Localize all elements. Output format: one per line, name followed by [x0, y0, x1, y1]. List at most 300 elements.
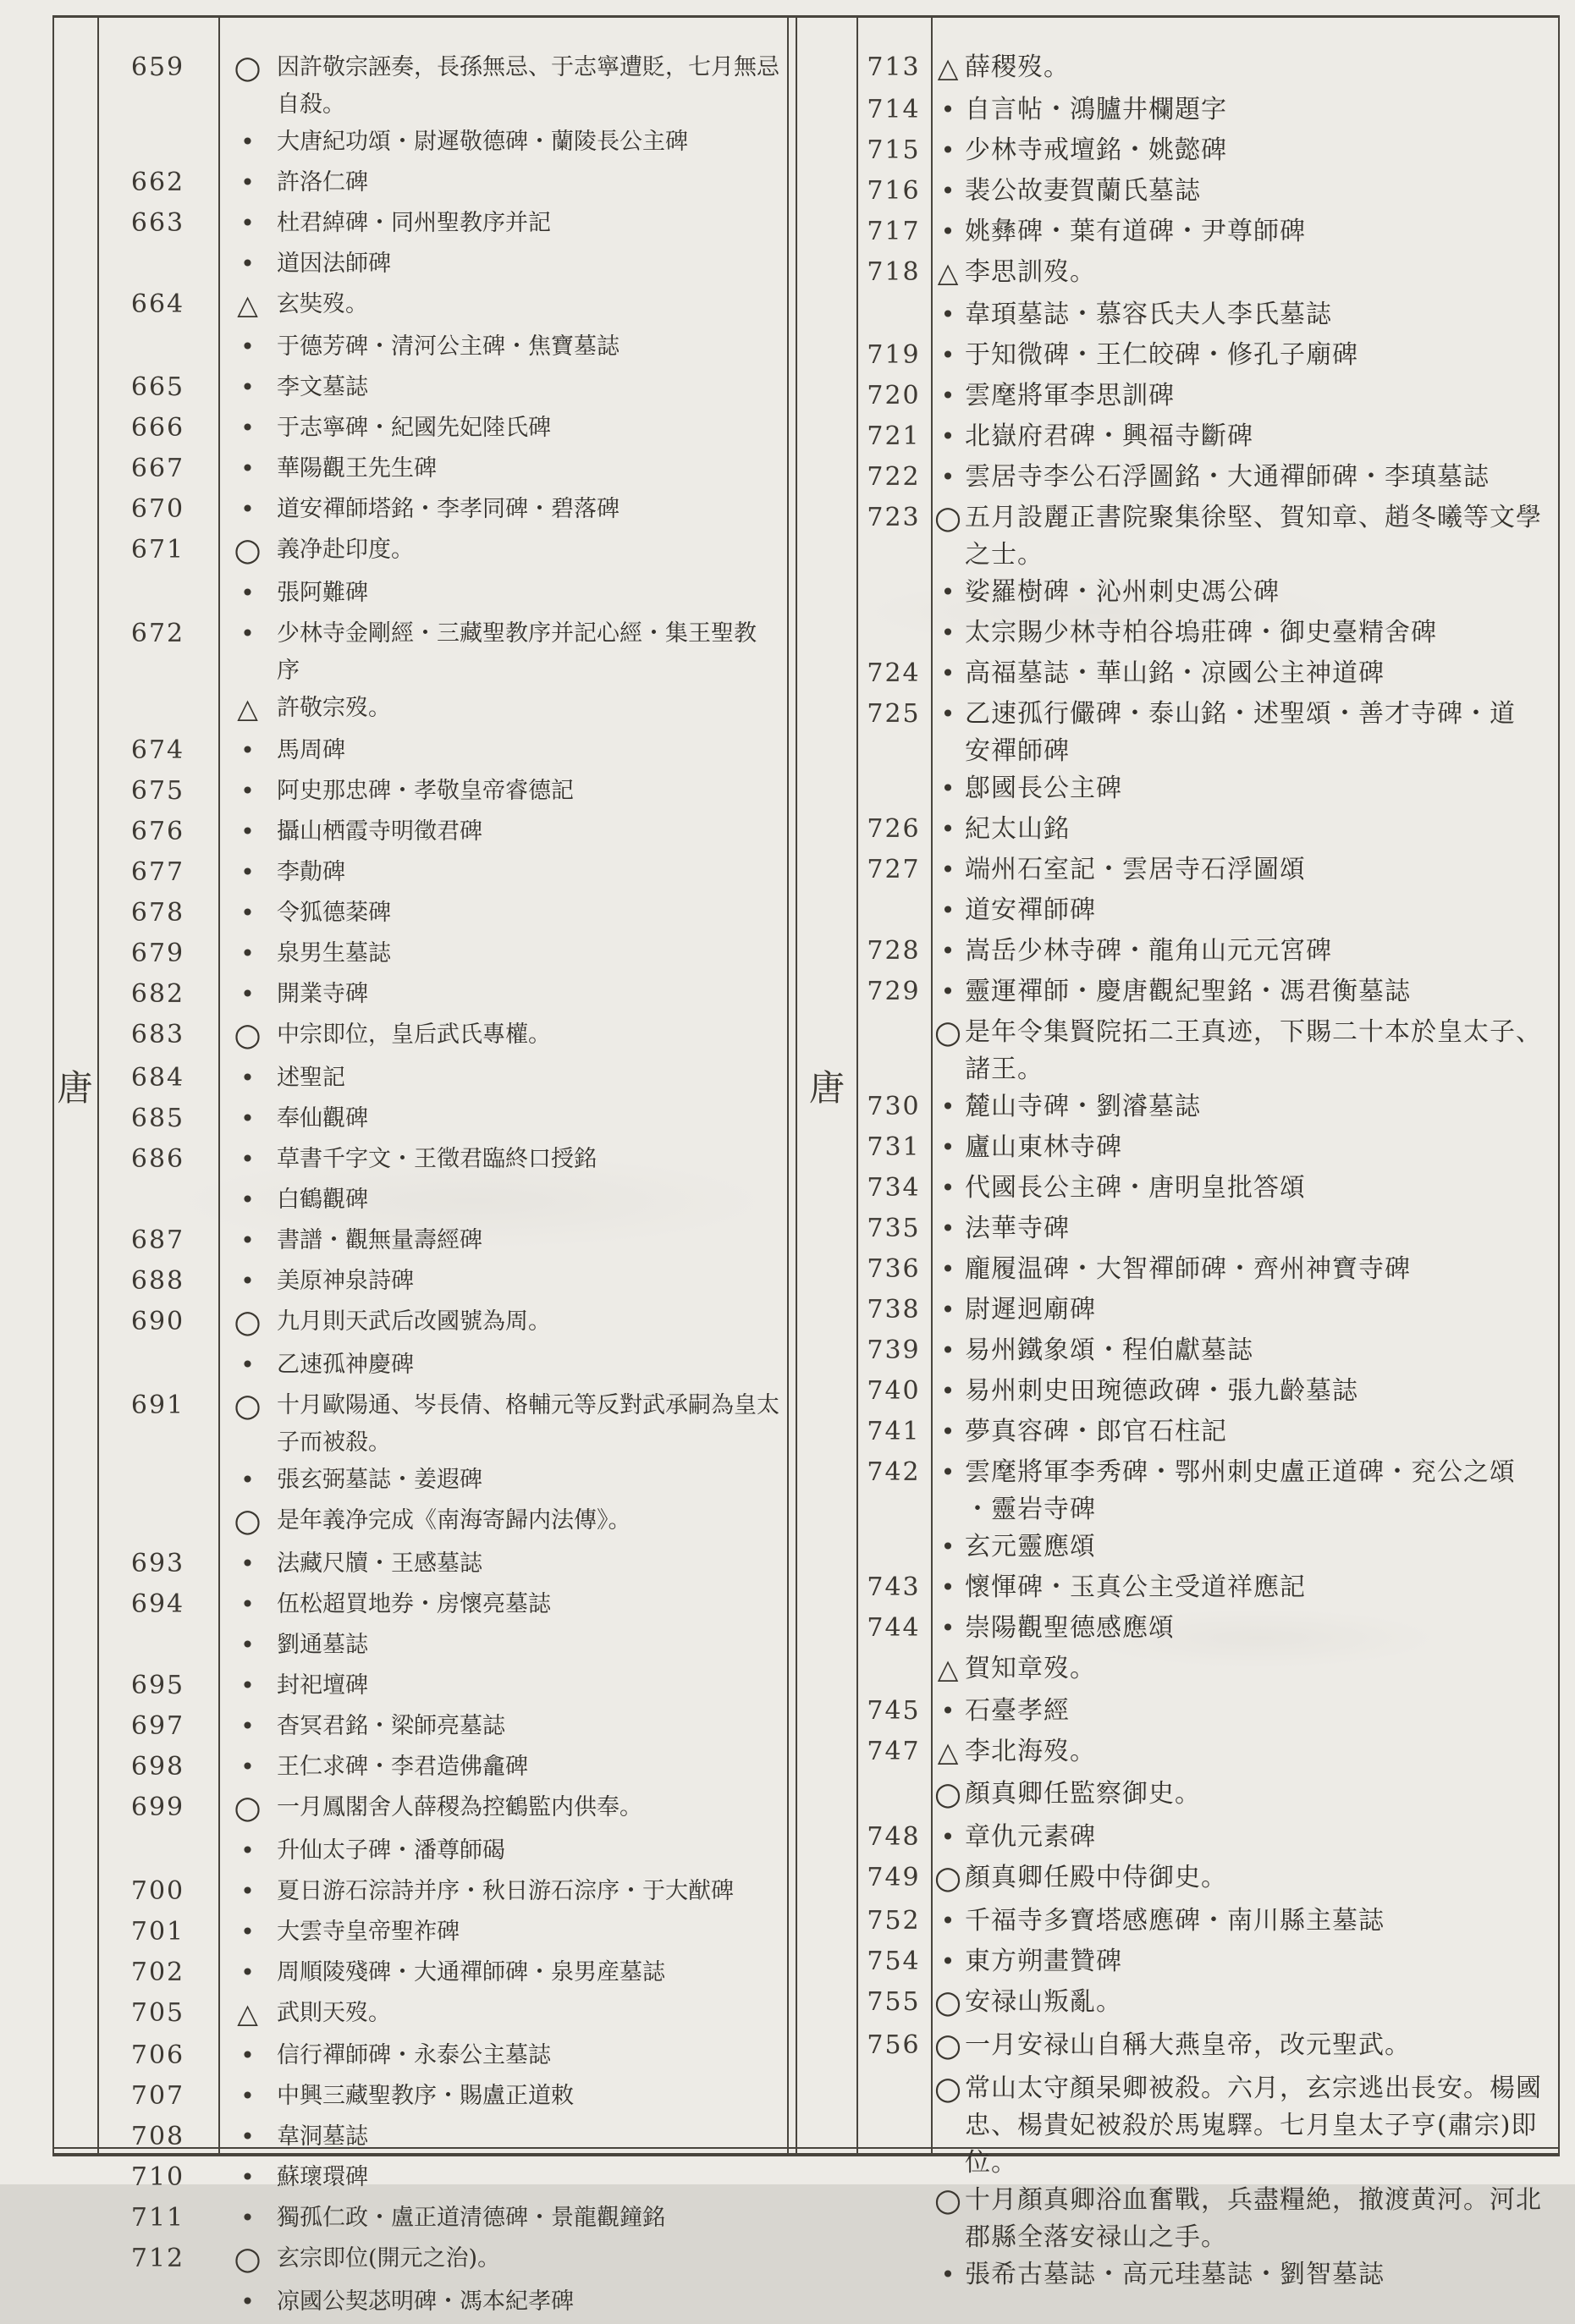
timeline-entry — [797, 132, 1560, 173]
entry-text-line: 劉通墓誌 — [277, 1632, 368, 1658]
entry-text-line: 忠、楊貴妃被殺於馬嵬驛。七月皇太子亨(肅宗)即 — [965, 2111, 1538, 2140]
work-marker-icon: • — [940, 218, 955, 245]
work-marker-icon: • — [940, 1214, 955, 1242]
work-marker-icon: • — [940, 1093, 955, 1121]
year-label: 720 — [867, 381, 921, 410]
work-marker-icon: • — [240, 1466, 255, 1494]
entry-text — [277, 205, 787, 242]
timeline-entry — [797, 1373, 1560, 1413]
work-marker-icon: • — [240, 939, 255, 967]
entry-text — [277, 1303, 787, 1341]
entry-text — [277, 1016, 787, 1054]
entry-text — [277, 245, 787, 283]
year-label: 686 — [130, 1144, 185, 1174]
entry-text-line: 端州石室記・雲居寺石浮圖頌 — [965, 855, 1306, 884]
chronology-table — [52, 15, 1560, 2316]
timeline-entry — [52, 2200, 787, 2240]
entry-text-line: 升仙太子碑・潘尊師碣 — [277, 1837, 505, 1864]
entry-text-line: 姚彝碑・葉有道碑・尹尊師碑 — [965, 217, 1306, 246]
entry-text — [277, 854, 787, 891]
event-marker-icon: ○ — [933, 1014, 962, 1050]
work-marker-icon: • — [240, 2082, 255, 2110]
entry-text-line: 封祀壇碑 — [277, 1672, 368, 1699]
death-marker-icon: △ — [937, 52, 959, 84]
work-marker-icon: • — [240, 1351, 255, 1379]
timeline-entry — [797, 1903, 1560, 1943]
timeline-entry — [52, 1954, 787, 1995]
entry-text-line: 裴公故妻賀蘭氏墓誌 — [965, 176, 1201, 206]
timeline-entry — [52, 615, 787, 690]
timeline-entry — [797, 1454, 1560, 1528]
entry-text-line: 安禄山叛亂。 — [965, 1987, 1122, 2017]
work-marker-icon: • — [940, 700, 955, 728]
entry-text — [277, 1100, 787, 1137]
entry-text — [965, 811, 1560, 848]
year-label: 748 — [867, 1822, 921, 1852]
work-marker-icon: • — [940, 896, 955, 924]
entry-text-line: 十月顏真卿浴血奮戰，兵盡糧絶，撤渡黄河。河北 — [965, 2185, 1542, 2215]
entry-text-line: 華陽觀王先生碑 — [277, 455, 437, 482]
year-label: 670 — [130, 494, 185, 524]
year-label: 699 — [130, 1793, 185, 1822]
event-marker-icon: ○ — [933, 2070, 962, 2106]
entry-text — [965, 1332, 1560, 1369]
entry-text-line: 懷惲碑・玉真公主受道祥應記 — [965, 1572, 1306, 1602]
work-marker-icon: • — [240, 1631, 255, 1659]
work-marker-icon: • — [940, 937, 955, 965]
entry-text-line: 嵩岳少林寺碑・龍角山元元宮碑 — [965, 936, 1332, 966]
entry-text-line: 千福寺多寶塔感應碑・南川縣主墓誌 — [965, 1906, 1385, 1936]
entry-text-line: 是年義净完成《南海寄歸内法傳》。 — [277, 1507, 631, 1534]
year-label: 742 — [867, 1457, 921, 1487]
year-label: 690 — [130, 1307, 185, 1336]
entry-text — [965, 1170, 1560, 1207]
entry-text — [277, 1832, 787, 1870]
entry-text — [277, 1545, 787, 1583]
entry-text-line: 自言帖・鴻臚井欄題字 — [965, 95, 1227, 124]
entry-text — [965, 1819, 1560, 1856]
year-label: 718 — [867, 257, 921, 287]
event-marker-icon: ○ — [933, 1859, 962, 1896]
entry-text-line: 鄎國長公主碑 — [965, 774, 1122, 803]
work-marker-icon: • — [940, 815, 955, 843]
timeline-entry — [797, 49, 1560, 91]
work-marker-icon: • — [240, 1145, 255, 1173]
timeline-entry — [52, 895, 787, 935]
timeline-entry — [52, 1222, 787, 1263]
entry-text-line: 顏真卿任監察御史。 — [965, 1779, 1201, 1809]
timeline-entry — [797, 2182, 1560, 2256]
entry-text — [965, 337, 1560, 374]
entry-text-line: 乙速孤神慶碑 — [277, 1352, 414, 1378]
work-marker-icon: • — [940, 463, 955, 491]
entry-text — [965, 1251, 1560, 1288]
work-marker-icon: • — [940, 1458, 955, 1486]
timeline-entry — [797, 1819, 1560, 1859]
timeline-entry — [797, 1569, 1560, 1610]
entry-text — [277, 690, 787, 727]
work-marker-icon: • — [240, 1226, 255, 1254]
timeline-entry — [52, 531, 787, 575]
entry-text-line: 一月鳳閣舍人薛稷為控鶴監内供奉。 — [277, 1794, 642, 1820]
year-label: 685 — [130, 1104, 185, 1133]
year-label: 693 — [130, 1549, 185, 1578]
entry-text-line: 北嶽府君碑・興福寺斷碑 — [965, 421, 1253, 451]
work-marker-icon: • — [240, 2288, 255, 2316]
timeline-column-left — [52, 15, 787, 2316]
work-marker-icon: • — [240, 1267, 255, 1295]
timeline-entry — [52, 690, 787, 732]
entry-text-line: 薛稷歿。 — [965, 52, 1070, 82]
timeline-entry — [52, 1141, 787, 1181]
entry-text — [277, 935, 787, 972]
timeline-entry — [797, 892, 1560, 933]
work-marker-icon: • — [240, 1064, 255, 1092]
entry-text-line: 紀太山銘 — [965, 814, 1070, 844]
entry-text — [965, 1610, 1560, 1647]
entry-text — [277, 1263, 787, 1300]
year-label: 666 — [130, 413, 185, 443]
entry-text — [965, 1014, 1560, 1088]
entry-text-line: 韋洞墓誌 — [277, 2123, 368, 2150]
year-label: 675 — [130, 776, 185, 806]
year-label: 705 — [130, 1998, 185, 2028]
entry-text-line: 雲麾將軍李秀碑・鄂州刺史盧正道碑・兖公之頌 — [965, 1457, 1516, 1487]
year-label: 744 — [867, 1613, 921, 1643]
entry-text-line: 馬周碑 — [277, 737, 345, 763]
timeline-entry — [52, 491, 787, 531]
timeline-entry — [797, 1170, 1560, 1210]
work-marker-icon: • — [240, 414, 255, 442]
entry-text-line: 美原神泉詩碑 — [277, 1268, 414, 1294]
year-label: 707 — [130, 2081, 185, 2111]
timeline-entry — [797, 1693, 1560, 1733]
work-marker-icon: • — [940, 1697, 955, 1725]
year-label: 725 — [867, 699, 921, 729]
entry-text — [965, 1129, 1560, 1166]
work-marker-icon: • — [240, 736, 255, 764]
event-marker-icon: ○ — [933, 499, 962, 536]
work-marker-icon: • — [240, 333, 255, 361]
timeline-column-right — [797, 15, 1560, 2289]
entry-text — [965, 1210, 1560, 1247]
work-marker-icon: • — [940, 856, 955, 884]
entry-text-line: 龐履温碑・大智禪師碑・齊州神寶寺碑 — [965, 1254, 1411, 1284]
work-marker-icon: • — [940, 1533, 955, 1561]
entry-text — [965, 2256, 1560, 2294]
year-label: 683 — [130, 1020, 185, 1049]
entry-text — [965, 614, 1560, 652]
entry-text-line: 自殺。 — [277, 91, 345, 118]
year-label: 743 — [867, 1572, 921, 1602]
entry-text — [965, 1291, 1560, 1329]
work-marker-icon: • — [240, 1877, 255, 1905]
death-marker-icon: △ — [937, 1653, 959, 1685]
timeline-entry — [52, 1708, 787, 1749]
entry-text — [965, 1088, 1560, 1126]
work-marker-icon: • — [240, 1918, 255, 1946]
timeline-entry — [52, 935, 787, 976]
year-label: 695 — [130, 1671, 185, 1700]
year-label: 674 — [130, 735, 185, 765]
work-marker-icon: • — [940, 1907, 955, 1935]
entry-text-line: 述聖記 — [277, 1065, 345, 1091]
work-marker-icon: • — [240, 1104, 255, 1132]
entry-text — [965, 1373, 1560, 1410]
entry-text-line: 玄元靈應頌 — [965, 1532, 1096, 1561]
timeline-entry — [797, 459, 1560, 499]
event-marker-icon: ○ — [933, 1984, 962, 2020]
entry-text-line: 奉仙觀碑 — [277, 1105, 368, 1132]
year-label: 736 — [867, 1254, 921, 1284]
entry-text — [277, 410, 787, 447]
entry-text-line: 五月設麗正書院聚集徐堅、賀知章、趙冬曦等文學 — [965, 503, 1542, 532]
entry-text — [277, 732, 787, 769]
entry-text — [277, 1141, 787, 1178]
entry-text — [277, 1995, 787, 2032]
entry-text — [965, 1984, 1560, 2021]
entry-text-line: 易州鐵象頌・程伯獻墓誌 — [965, 1335, 1253, 1365]
year-label: 735 — [867, 1214, 921, 1243]
timeline-entry — [52, 245, 787, 286]
work-marker-icon: • — [240, 1837, 255, 1864]
year-label: 712 — [130, 2244, 185, 2273]
work-marker-icon: • — [240, 2123, 255, 2151]
entry-text — [965, 1650, 1560, 1688]
entry-text — [277, 164, 787, 201]
year-label: 754 — [867, 1947, 921, 1976]
work-marker-icon: • — [940, 1133, 955, 1161]
year-label: 662 — [130, 168, 185, 197]
timeline-entry — [797, 418, 1560, 459]
year-label: 701 — [130, 1917, 185, 1947]
work-marker-icon: • — [940, 659, 955, 687]
entry-text-line: 道安禪師塔銘・李孝同碑・碧落碑 — [277, 496, 620, 522]
entry-text-line: 中興三藏聖教序・賜盧正道敕 — [277, 2083, 574, 2109]
year-label: 755 — [867, 1987, 921, 2017]
entry-text — [965, 254, 1560, 291]
entry-text — [277, 328, 787, 366]
death-marker-icon: △ — [237, 692, 258, 724]
work-marker-icon: • — [240, 373, 255, 401]
timeline-entry — [52, 773, 787, 813]
entry-text — [277, 976, 787, 1013]
work-marker-icon: • — [240, 1671, 255, 1699]
timeline-entry — [52, 1832, 787, 1873]
timeline-entry — [797, 1413, 1560, 1454]
work-marker-icon: • — [240, 980, 255, 1008]
entry-text — [277, 1873, 787, 1910]
year-label: 708 — [130, 2122, 185, 2151]
timeline-entry — [52, 49, 787, 124]
entry-text — [277, 1667, 787, 1704]
entry-text-line: 阿史那忠碑・孝敬皇帝睿德記 — [277, 778, 574, 804]
entry-text — [965, 574, 1560, 611]
entry-text-line: 麓山寺碑・劉濬墓誌 — [965, 1092, 1201, 1121]
timeline-entry — [52, 1873, 787, 1914]
entry-text-line: 許敬宗歿。 — [277, 695, 391, 721]
work-marker-icon: • — [940, 578, 955, 606]
timeline-entry — [52, 328, 787, 369]
entry-text-line: ・靈岩寺碑 — [965, 1495, 1096, 1524]
entry-text — [277, 2118, 787, 2156]
timeline-entry — [797, 1650, 1560, 1693]
work-marker-icon: • — [940, 300, 955, 328]
dynasty-label-left: 唐 — [57, 1067, 93, 1109]
entry-text-line: 張玄弼墓誌・姜遐碑 — [277, 1467, 482, 1493]
timeline-entry — [52, 1303, 787, 1346]
entry-text-line: 令狐德棻碑 — [277, 900, 391, 926]
work-marker-icon: • — [940, 1174, 955, 1202]
year-label: 687 — [130, 1225, 185, 1255]
year-label: 714 — [867, 95, 921, 124]
year-label: 740 — [867, 1376, 921, 1406]
year-label: 738 — [867, 1295, 921, 1324]
entry-text — [277, 2159, 787, 2196]
entry-text — [965, 933, 1560, 970]
entry-text-line: 玄宗即位(開元之治)。 — [277, 2245, 501, 2272]
entry-text-line: 靈運禪師・慶唐觀紀聖銘・馮君衡墓誌 — [965, 977, 1411, 1006]
entry-text — [965, 1693, 1560, 1730]
work-marker-icon: • — [240, 1186, 255, 1214]
entry-rows-right — [797, 15, 1560, 2289]
entry-text — [277, 773, 787, 810]
year-label: 745 — [867, 1696, 921, 1726]
year-label: 694 — [130, 1589, 185, 1619]
entry-text-line: 序 — [277, 658, 300, 684]
timeline-entry — [797, 696, 1560, 770]
year-label: 702 — [130, 1958, 185, 1987]
event-marker-icon: ○ — [234, 531, 262, 568]
year-label: 671 — [130, 535, 185, 564]
work-marker-icon: • — [940, 1823, 955, 1851]
entry-text — [277, 575, 787, 612]
event-marker-icon: ○ — [933, 2027, 962, 2063]
entry-text — [277, 895, 787, 932]
timeline-entry — [797, 574, 1560, 614]
timeline-entry — [797, 1332, 1560, 1373]
entry-text — [965, 213, 1560, 251]
entry-text — [965, 2182, 1560, 2256]
entry-text-line: 之士。 — [965, 540, 1044, 570]
timeline-entry — [797, 2070, 1560, 2182]
timeline-entry — [52, 2078, 787, 2118]
timeline-entry — [797, 499, 1560, 574]
center-divider-a — [787, 18, 789, 2156]
entry-text — [277, 615, 787, 690]
year-label: 752 — [867, 1906, 921, 1936]
timeline-entry — [797, 1984, 1560, 2027]
entry-text — [965, 1569, 1560, 1606]
entry-text — [965, 1454, 1560, 1528]
work-marker-icon: • — [940, 1947, 955, 1975]
entry-text — [965, 1776, 1560, 1813]
year-label: 667 — [130, 454, 185, 483]
timeline-entry — [52, 1387, 787, 1462]
timeline-entry — [52, 732, 787, 773]
entry-text-line: 伍松超買地券・房懷亮墓誌 — [277, 1591, 551, 1617]
entry-text — [277, 2037, 787, 2074]
entry-text-line: 常山太守顏杲卿被殺。六月，玄宗逃出長安。楊國 — [965, 2073, 1542, 2103]
work-marker-icon: • — [240, 250, 255, 278]
timeline-entry — [797, 933, 1560, 973]
entry-text-line: 夢真容碑・郎官石柱記 — [965, 1417, 1227, 1446]
entry-text-line: 雲居寺李公石浮圖銘・大通禪師碑・李瑱墓誌 — [965, 462, 1490, 492]
event-marker-icon: ○ — [234, 2240, 262, 2277]
event-marker-icon: ○ — [933, 1776, 962, 1812]
year-label: 663 — [130, 208, 185, 238]
entry-text-line: 杳冥君銘・梁師亮墓誌 — [277, 1713, 505, 1739]
timeline-entry — [52, 1995, 787, 2037]
year-label: 721 — [867, 421, 921, 451]
entry-text-line: 尉遲迥廟碑 — [965, 1295, 1096, 1324]
timeline-entry — [52, 1060, 787, 1100]
entry-text — [277, 2078, 787, 2115]
work-marker-icon: • — [240, 495, 255, 523]
timeline-entry — [52, 369, 787, 410]
year-label: 713 — [867, 52, 921, 82]
timeline-entry — [797, 2027, 1560, 2070]
timeline-entry — [52, 1667, 787, 1708]
timeline-entry — [52, 2283, 787, 2324]
entry-text-line: 法華寺碑 — [965, 1214, 1070, 1243]
timeline-entry — [797, 377, 1560, 418]
entry-text-line: 玄奘歿。 — [277, 291, 368, 317]
work-marker-icon: • — [940, 1255, 955, 1283]
year-label: 676 — [130, 817, 185, 846]
year-label: 678 — [130, 898, 185, 928]
timeline-entry — [797, 1943, 1560, 1984]
entry-text-line: 道安禪師碑 — [965, 895, 1096, 925]
entry-text-line: 諸王。 — [965, 1055, 1044, 1084]
entry-text — [965, 770, 1560, 807]
entry-text — [277, 49, 787, 124]
timeline-entry — [52, 2118, 787, 2159]
entry-text-line: 一月安禄山自稱大燕皇帝，改元聖武。 — [965, 2030, 1411, 2060]
year-label: 672 — [130, 619, 185, 648]
event-marker-icon: ○ — [234, 1502, 262, 1539]
dynasty-label-right: 唐 — [808, 1067, 845, 1109]
entry-text — [965, 851, 1560, 889]
entry-text-line: 攝山栖霞寺明徵君碑 — [277, 818, 482, 845]
work-marker-icon: • — [240, 1958, 255, 1986]
entry-text-line: 于德芳碑・清河公主碑・焦寶墓誌 — [277, 333, 620, 360]
entry-text — [277, 1914, 787, 1951]
entry-text — [277, 531, 787, 569]
year-label: 659 — [130, 52, 185, 82]
entry-text-line: 許洛仁碑 — [277, 169, 368, 196]
year-label: 724 — [867, 658, 921, 688]
entry-text-line: 武則天歿。 — [277, 2000, 391, 2026]
timeline-entry — [52, 286, 787, 328]
work-marker-icon: • — [940, 177, 955, 205]
entry-text-line: 少林寺金剛經・三藏聖教序并記心經・集王聖教 — [277, 620, 757, 647]
entry-text-line: 賀知章歿。 — [965, 1654, 1096, 1683]
entry-text-line: 娑羅樹碑・沁州刺史馮公碑 — [965, 577, 1280, 607]
work-marker-icon: • — [940, 382, 955, 410]
timeline-entry — [797, 1859, 1560, 1903]
timeline-entry — [52, 1545, 787, 1586]
year-label: 728 — [867, 936, 921, 966]
work-marker-icon: • — [240, 209, 255, 237]
work-marker-icon: • — [240, 168, 255, 196]
entry-text-line: 是年令集賢院拓二王真迹，下賜二十本於皇太子、 — [965, 1017, 1542, 1047]
entry-text-line: 草書千字文・王徵君臨終口授銘 — [277, 1146, 597, 1172]
work-marker-icon: • — [240, 128, 255, 156]
death-marker-icon: △ — [937, 1736, 959, 1768]
entry-text-line: 易州刺史田琬德政碑・張九齡墓誌 — [965, 1376, 1358, 1406]
work-marker-icon: • — [940, 2261, 955, 2288]
